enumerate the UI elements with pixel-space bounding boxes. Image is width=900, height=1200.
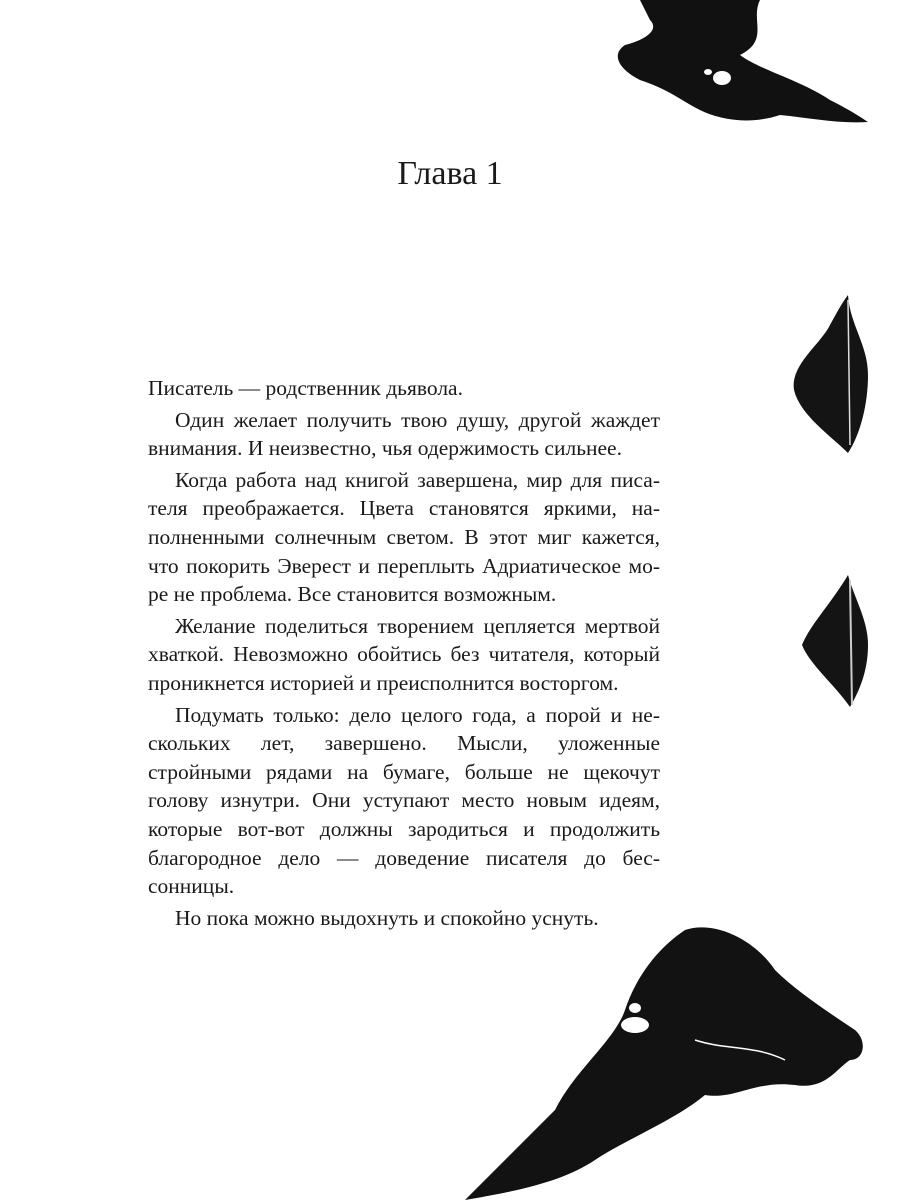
text-line: сонницы.	[148, 874, 235, 899]
text-line: благородное дело — доведение писателя до бес-	[148, 845, 660, 870]
text-line: Писатель — родственник дьявола.	[148, 376, 463, 400]
ink-blot-top-right	[600, 0, 870, 135]
text-line: Подумать только: дело целого года, а порой и не-	[175, 702, 660, 727]
ink-shard-right-lower	[800, 575, 870, 710]
text-line: скольких лет, завершено. Мысли, уложенные	[148, 731, 660, 756]
text-line: что покорить Эверест и переплыть Адриатическое мо-	[148, 553, 660, 578]
chapter-title: Глава 1	[397, 155, 503, 192]
text-line: Один желает получить твою душу, другой жаждет	[175, 407, 660, 432]
text-line: стройными рядами на бумаге, больше не щекочут	[148, 759, 660, 784]
text-line: теля преображается. Цвета становятся яркими, на-	[148, 496, 660, 521]
text-line: ре не проблема. Все становится возможным.	[148, 582, 557, 607]
text-line: проникнется историей и преисполнится восторгом.	[148, 670, 619, 695]
text-line: Но пока можно выдохнуть и спокойно уснуть.	[175, 905, 599, 930]
text-line: полненными солнечным светом. В этот миг кажется,	[148, 524, 660, 549]
text-line: Когда работа над книгой завершена, мир для писа-	[175, 467, 660, 492]
text-line: Желание поделиться творением цепляется мертвой	[175, 613, 660, 638]
chapter-body	[148, 374, 660, 932]
ink-blot-bottom-right	[455, 920, 870, 1200]
text-line: которые вот-вот должны зародиться и продолжить	[148, 816, 660, 841]
text-line: голову изнутри. Они уступают место новым идеям,	[148, 788, 660, 813]
text-line: хваткой. Невозможно обойтись без читателя, который	[148, 642, 660, 667]
ink-shard-right-upper	[790, 295, 870, 455]
text-line: внимания. И неизвестно, чья одержимость сильнее.	[148, 436, 622, 461]
